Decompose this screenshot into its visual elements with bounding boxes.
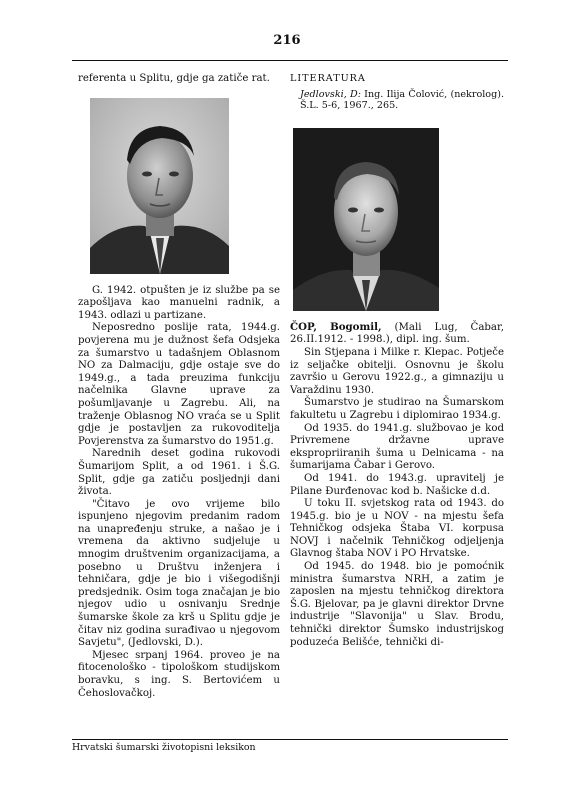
paragraph: Od 1941. do 1943.g. upravitelj je Pilane Đurđenovac kod b. Našicke d.d. — [290, 472, 504, 497]
literature-text: Ing. Ilija Čolović, (nekrolog). Š.L. 5-6, 1967., 265. — [300, 88, 505, 112]
portrait-photo-right — [293, 128, 439, 311]
paragraph: Sin Stjepana i Milke r. Klepac. Potječe iz seljačke obitelji. Osnovnu je školu završio u Gerovu 1922.g., a gimnaziju u Varaždinu 1930. — [290, 346, 504, 396]
paragraph: Od 1935. do 1941.g. službovao je kod Privremene državne uprave ekspropriiranih šuma u Delnicama - na šumarijama Čabar i Gerovo. — [290, 422, 504, 472]
left-column — [78, 73, 280, 700]
literature-reference — [290, 89, 504, 112]
entry-heading — [290, 321, 504, 347]
page-footer: Hrvatski šumarski životopisni leksikon — [72, 739, 508, 753]
paragraph: U toku II. svjetskog rata od 1943. do 1945.g. bio je u NOV - na mjestu šefa Tehničkog odsjeka Štaba VI. korpusa NOVJ i načelnik Tehničkog odjeljenja Glavnog štaba NOV i PO Hrvatske. — [290, 498, 504, 560]
literature-heading: LITERATURA — [290, 73, 366, 84]
paragraph: "Čitavo je ovo vrijeme bilo ispunjeno njegovim predanim radom na unapređenju struke, a našao je i vremena da aktivno sudjeluje u mnogim društvenim organizacijama, a posebno u Društvu inženjera i tehničara, gdje je bio i višegodišnji predsjednik. Osim toga značajan je bio njegov udio u osnivanju Srednje šumarske škole za krš u Splitu gdje je čitav niz godina surađivao u njegovom Savjetu", (Jedlovski, D.). — [78, 498, 280, 649]
paragraph: G. 1942. otpušten je iz službe pa se zapošljava kao manuelni radnik, a 1943. odlazi u partizane. — [78, 284, 280, 321]
continuation-text: referenta u Splitu, gdje ga zatiče rat. — [78, 73, 270, 84]
header-rule — [72, 60, 508, 61]
paragraph: Šumarstvo je studirao na Šumarskom fakultetu u Zagrebu i diplomirao 1934.g. — [290, 397, 504, 421]
entry-intro: (Mali Lug, Čabar, 26.II.1912. - 1998.), dipl. ing. šum. — [290, 321, 504, 346]
page-number: 216 — [273, 33, 301, 48]
paragraph: Narednih deset godina rukovodi Šumarijom Split, a od 1961. i Š.G. Split, gdje ga zatiču posljednji dani života. — [78, 448, 280, 498]
entry-name: ČOP, Bogomil, — [290, 320, 382, 333]
paragraph: Od 1945. do 1948. bio je pomoćnik ministra šumarstva NRH, a zatim je zaposlen na mjestu tehničkog direktora Š.G. Bjelovar, pa je glavni direktor Drvne industrije "Slavonija" u Slav. Brodu, tehnički direktor Šumsko industrijskog poduzeća Belišće, tehnički di- — [290, 561, 504, 648]
paragraph: Neposredno poslije rata, 1944.g. povjerena mu je dužnost šefa Odsjeka za šumarstvo u tadašnjem Oblasnom NO za Dalmaciju, gdje ostaje sve do 1949.g., a tada preuzima funkciju načelnika Glavne uprave za pošumljavanje u Zagrebu. Ali, na traženje Oblasnog NO vraća se u Split gdje je postavljen za rukovoditelja Povjerenstva za šumarstvo do 1951.g. — [78, 322, 280, 447]
literature-author: Jedlovski, D: — [300, 88, 361, 100]
portrait-photo-left — [90, 98, 229, 274]
paragraph: Mjesec srpanj 1964. proveo je na fitocenološko - tipološkom studijskom boravku, s ing. S. Bertovićem u Čehoslovačkoj. — [78, 649, 280, 699]
right-column — [290, 73, 504, 649]
